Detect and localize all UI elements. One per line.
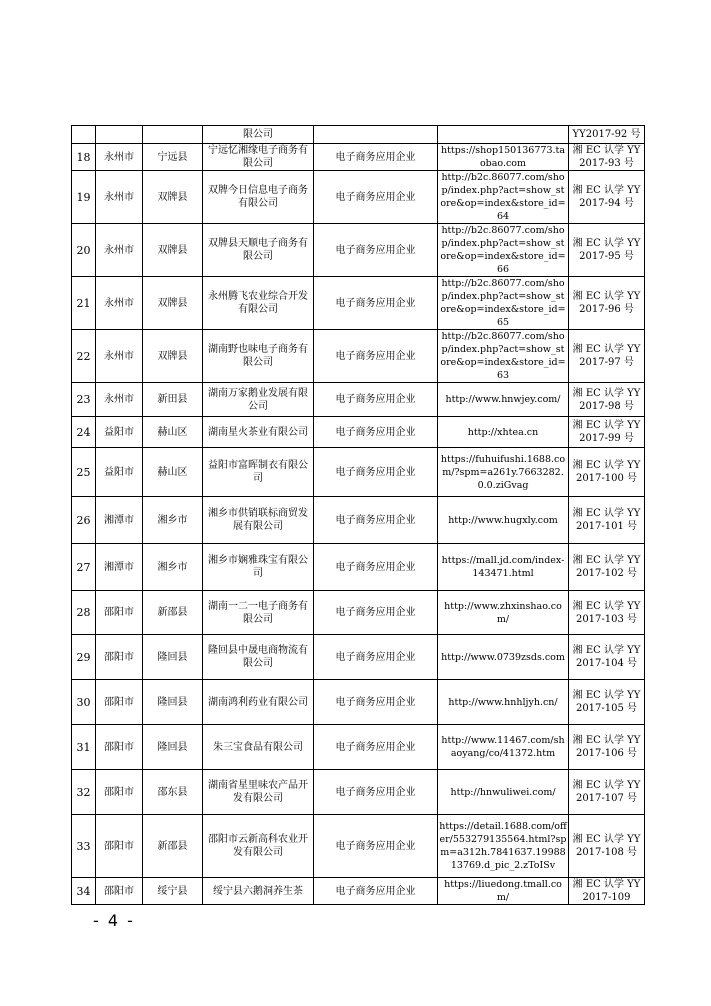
cell-cert: 湘 EC 认学 YY2017-96 号	[569, 277, 645, 330]
cell-cert: 湘 EC 认学 YY2017-98 号	[569, 383, 645, 417]
cell-cert: 湘 EC 认学 YY2017-94 号	[569, 171, 645, 224]
cell-company: 湘乡市供销联标商贸发展有限公司	[203, 497, 314, 544]
cell-no: 32	[72, 770, 96, 815]
cell-cert: YY2017-92 号	[569, 126, 645, 144]
cell-no: 21	[72, 277, 96, 330]
cell-url: https://mall.jd.com/index-143471.html	[438, 544, 569, 591]
cell-city: 益阳市	[96, 448, 143, 497]
cell-type: 电子商务应用企业	[314, 770, 438, 815]
cell-company: 湖南一二一电子商务有限公司	[203, 591, 314, 635]
cell-cert: 湘 EC 认学 YY2017-103 号	[569, 591, 645, 635]
cell-type: 电子商务应用企业	[314, 878, 438, 905]
table-row	[72, 417, 645, 448]
cell-county	[143, 126, 203, 144]
table-row	[72, 171, 645, 224]
cell-type: 电子商务应用企业	[314, 544, 438, 591]
cell-company: 限公司	[203, 126, 314, 144]
cell-county: 双牌县	[143, 330, 203, 383]
table-row	[72, 126, 645, 144]
cell-no: 34	[72, 878, 96, 905]
cell-company: 邵阳市云新高科农业开发有限公司	[203, 815, 314, 878]
cell-city: 邵阳市	[96, 878, 143, 905]
table-row	[72, 497, 645, 544]
cell-url: https://fuhuifushi.1688.com/?spm=a261y.7663282.0.0.ziGvag	[438, 448, 569, 497]
cell-city: 邵阳市	[96, 770, 143, 815]
table-row	[72, 680, 645, 725]
cell-type: 电子商务应用企业	[314, 815, 438, 878]
cell-city: 永州市	[96, 144, 143, 171]
cell-no: 28	[72, 591, 96, 635]
cell-type: 电子商务应用企业	[314, 725, 438, 770]
cell-url: https://shop150136773.taobao.com	[438, 144, 569, 171]
table-row	[72, 330, 645, 383]
cell-no: 24	[72, 417, 96, 448]
cell-no: 19	[72, 171, 96, 224]
cell-type	[314, 126, 438, 144]
table-row	[72, 224, 645, 277]
cell-cert: 湘 EC 认学 YY2017-104 号	[569, 635, 645, 680]
cell-url: https://liuedong.tmall.com/	[438, 878, 569, 905]
cell-company: 朱三宝食品有限公司	[203, 725, 314, 770]
table-row	[72, 878, 645, 905]
cell-city: 永州市	[96, 330, 143, 383]
cell-no: 23	[72, 383, 96, 417]
table-row	[72, 448, 645, 497]
cell-url: http://b2c.86077.com/shop/index.php?act=show_store&op=index&store_id=66	[438, 224, 569, 277]
table-row	[72, 277, 645, 330]
cell-cert: 湘 EC 认学 YY2017-102 号	[569, 544, 645, 591]
cell-url: http://www.zhxinshao.com/	[438, 591, 569, 635]
cell-county: 双牌县	[143, 277, 203, 330]
cell-city: 湘潭市	[96, 497, 143, 544]
cell-no: 26	[72, 497, 96, 544]
cell-cert: 湘 EC 认学 YY2017-107 号	[569, 770, 645, 815]
cell-type: 电子商务应用企业	[314, 144, 438, 171]
cell-company: 永州腾飞农业综合开发有限公司	[203, 277, 314, 330]
cell-county: 隆回县	[143, 680, 203, 725]
cell-county: 隆回县	[143, 635, 203, 680]
cell-no: 33	[72, 815, 96, 878]
cell-cert: 湘 EC 认学 YY2017-93 号	[569, 144, 645, 171]
cell-county: 隆回县	[143, 725, 203, 770]
cell-url: http://b2c.86077.com/shop/index.php?act=show_store&op=index&store_id=64	[438, 171, 569, 224]
cell-type: 电子商务应用企业	[314, 417, 438, 448]
cell-type: 电子商务应用企业	[314, 330, 438, 383]
cell-cert: 湘 EC 认学 YY2017-97 号	[569, 330, 645, 383]
cell-county: 湘乡市	[143, 497, 203, 544]
cell-url: http://b2c.86077.com/shop/index.php?act=show_store&op=index&store_id=65	[438, 277, 569, 330]
cell-county: 邵东县	[143, 770, 203, 815]
company-table	[71, 125, 645, 905]
cell-url: http://www.hnhljyh.cn/	[438, 680, 569, 725]
table-row	[72, 725, 645, 770]
cell-cert: 湘 EC 认学 YY2017-105 号	[569, 680, 645, 725]
cell-type: 电子商务应用企业	[314, 383, 438, 417]
cell-no: 25	[72, 448, 96, 497]
table-row	[72, 591, 645, 635]
cell-company: 湖南省星里味农产品开发有限公司	[203, 770, 314, 815]
table-row	[72, 815, 645, 878]
table-row	[72, 144, 645, 171]
cell-company: 双牌今日信息电子商务有限公司	[203, 171, 314, 224]
cell-company: 湖南万家鹅业发展有限公司	[203, 383, 314, 417]
cell-company: 双牌县天顺电子商务有限公司	[203, 224, 314, 277]
cell-url: http://hnwuliwei.com/	[438, 770, 569, 815]
cell-url: http://www.11467.com/shaoyang/co/41372.htm	[438, 725, 569, 770]
cell-city: 永州市	[96, 277, 143, 330]
cell-city: 邵阳市	[96, 815, 143, 878]
cell-type: 电子商务应用企业	[314, 497, 438, 544]
table-row	[72, 770, 645, 815]
cell-no: 18	[72, 144, 96, 171]
cell-no: 22	[72, 330, 96, 383]
cell-county: 绥宁县	[143, 878, 203, 905]
cell-company: 益阳市富晖制衣有限公司	[203, 448, 314, 497]
cell-county: 湘乡市	[143, 544, 203, 591]
cell-city: 永州市	[96, 224, 143, 277]
cell-county: 赫山区	[143, 448, 203, 497]
cell-cert: 湘 EC 认学 YY2017-109	[569, 878, 645, 905]
cell-no: 27	[72, 544, 96, 591]
cell-city: 邵阳市	[96, 591, 143, 635]
cell-county: 宁远县	[143, 144, 203, 171]
cell-county: 新田县	[143, 383, 203, 417]
cell-type: 电子商务应用企业	[314, 277, 438, 330]
cell-url: http://b2c.86077.com/shop/index.php?act=show_store&op=index&store_id=63	[438, 330, 569, 383]
cell-company: 湖南野也味电子商务有限公司	[203, 330, 314, 383]
cell-type: 电子商务应用企业	[314, 635, 438, 680]
cell-county: 新邵县	[143, 591, 203, 635]
cell-cert: 湘 EC 认学 YY2017-95 号	[569, 224, 645, 277]
cell-url: http://www.0739zsds.com	[438, 635, 569, 680]
cell-type: 电子商务应用企业	[314, 591, 438, 635]
cell-city	[96, 126, 143, 144]
cell-company: 绥宁县六鹅洞养生茶	[203, 878, 314, 905]
cell-company: 湘乡市娴雅珠宝有限公司	[203, 544, 314, 591]
cell-url: https://detail.1688.com/offer/553279135564.html?spm=a312h.7841637.1998813769.d_pic_2.zToISv	[438, 815, 569, 878]
cell-url	[438, 126, 569, 144]
cell-county: 双牌县	[143, 171, 203, 224]
cell-cert: 湘 EC 认学 YY2017-106 号	[569, 725, 645, 770]
cell-no: 29	[72, 635, 96, 680]
cell-type: 电子商务应用企业	[314, 448, 438, 497]
table-row	[72, 635, 645, 680]
cell-county: 双牌县	[143, 224, 203, 277]
cell-company: 湖南鸿利药业有限公司	[203, 680, 314, 725]
table-row	[72, 544, 645, 591]
cell-url: http://xhtea.cn	[438, 417, 569, 448]
cell-cert: 湘 EC 认学 YY2017-101 号	[569, 497, 645, 544]
cell-company: 宁远忆湘缘电子商务有限公司	[203, 144, 314, 171]
cell-cert: 湘 EC 认学 YY2017-108 号	[569, 815, 645, 878]
cell-no: 30	[72, 680, 96, 725]
cell-company: 隆回县中晟电商物流有限公司	[203, 635, 314, 680]
cell-city: 邵阳市	[96, 680, 143, 725]
cell-company: 湖南星火茶业有限公司	[203, 417, 314, 448]
cell-url: http://www.hugxly.com	[438, 497, 569, 544]
cell-type: 电子商务应用企业	[314, 224, 438, 277]
cell-city: 永州市	[96, 171, 143, 224]
cell-url: http://www.hnwjey.com/	[438, 383, 569, 417]
cell-city: 邵阳市	[96, 725, 143, 770]
cell-no: 20	[72, 224, 96, 277]
table-row	[72, 383, 645, 417]
cell-county: 赫山区	[143, 417, 203, 448]
cell-type: 电子商务应用企业	[314, 680, 438, 725]
cell-cert: 湘 EC 认学 YY2017-100 号	[569, 448, 645, 497]
cell-county: 新邵县	[143, 815, 203, 878]
cell-city: 永州市	[96, 383, 143, 417]
page-number: - 4 -	[93, 911, 135, 930]
cell-city: 邵阳市	[96, 635, 143, 680]
cell-cert: 湘 EC 认学 YY2017-99 号	[569, 417, 645, 448]
cell-no: 31	[72, 725, 96, 770]
cell-type: 电子商务应用企业	[314, 171, 438, 224]
cell-no	[72, 126, 96, 144]
cell-city: 益阳市	[96, 417, 143, 448]
cell-city: 湘潭市	[96, 544, 143, 591]
